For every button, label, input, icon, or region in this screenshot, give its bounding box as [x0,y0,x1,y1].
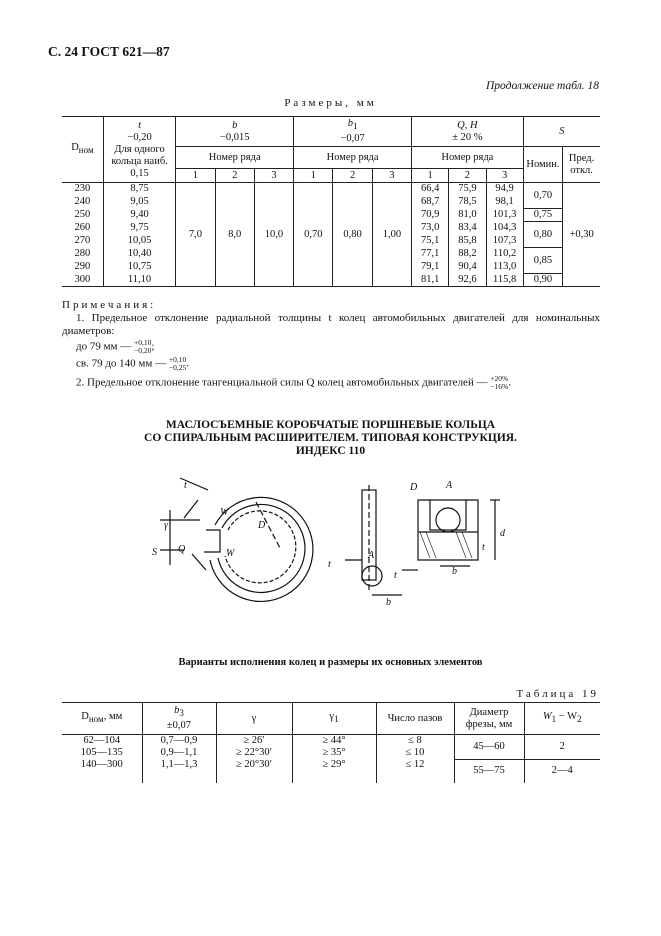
label-a1: A [368,550,375,561]
note-1a: до 79 мм — +0,10 −0,20; [76,338,155,355]
table-cell: 0,75 [523,209,562,222]
label-t: t [328,559,331,570]
label-w2: W [220,507,229,518]
table-cell: 68,7 [412,196,449,209]
row-number-cell: 1 [176,169,215,183]
table-cell: 10,05 [103,235,175,248]
table-cell: 8,0 [215,183,254,287]
table-cell: 85,8 [449,235,486,248]
table-cell: 101,3 [486,209,523,222]
table-cell: 10,0 [254,183,293,287]
col-b: b −0,015 [176,117,294,147]
r19-n-0: ≤ 8 [376,735,454,748]
table-cell: 73,0 [412,222,449,235]
s-nom-head: Номин. [523,147,562,183]
table-cell: 81,1 [412,274,449,287]
continuation-label: Продолжение табл. 18 [486,80,599,92]
section-title-3: ИНДЕКС 110 [295,445,366,457]
table-cell: 107,3 [486,235,523,248]
row-number-cell: 1 [294,169,333,183]
table-cell: 9,75 [103,222,175,235]
table-cell: 9,05 [103,196,175,209]
r19-b3-1: 0,9—1,1 [142,747,216,759]
h19-f: Диаметр фрезы, мм [454,703,524,735]
row-number-b1: Номер ряда [294,147,412,169]
row-number-cell: 3 [486,169,523,183]
h19-w: $W_1 - W_2$ [524,703,600,735]
table-cell: 113,0 [486,261,523,274]
units-caption: Размеры, мм [284,97,377,109]
table-cell: +0,30 [563,183,600,287]
page-header: С. 24 ГОСТ 621—87 [48,44,170,59]
table-cell: 11,10 [103,274,175,287]
h19-b3: $b_3$ ±0,07 [142,703,216,735]
table-cell: 250 [74,209,91,220]
r19-b3-0: 0,7—0,9 [142,735,216,748]
table-cell: 90,4 [449,261,486,274]
table-cell: 300 [74,273,91,285]
table-cell: 92,6 [449,274,486,287]
col-s: S [523,117,600,147]
row-number-cell: 1 [412,169,449,183]
table-cell: 75,9 [449,183,486,196]
row-number-b: Номер ряда [176,147,294,169]
table-cell: 0,80 [523,222,562,248]
r19-d-1: 105—135 [80,747,123,758]
table-cell: 0,80 [333,183,372,287]
r19-g-2: ≥ 20°30′ [216,759,292,783]
table-cell: 260 [74,222,91,233]
table-19 [62,702,600,783]
table-cell: 0,70 [523,183,562,209]
table-cell: 75,1 [412,235,449,248]
label-a2: A [446,480,453,491]
r19-b3-2: 1,1—1,3 [142,759,216,783]
table-cell: 0,90 [523,274,562,287]
label-t3: t [394,570,397,581]
section-title-2: СО СПИРАЛЬНЫМ РАСШИРИТЕЛЕМ. ТИПОВАЯ КОНСТРУКЦИЯ. [144,432,517,444]
r19-w-1: 2—4 [524,759,600,783]
r19-n-2: ≤ 12 [376,759,454,783]
s-pred-head: Пред. откл. [563,147,600,183]
h19-g1: $\gamma_1$ [292,703,376,735]
table-cell: 78,5 [449,196,486,209]
row-number-cell: 3 [372,169,411,183]
h19-d: $D_{ном}$, мм [81,711,123,725]
table-cell: 290 [74,261,91,272]
table-cell: 77,1 [412,248,449,261]
table-cell: 7,0 [176,183,215,287]
table-cell: 270 [74,235,91,246]
label-gamma: γ [164,520,168,531]
notes-title: Примечания: [62,299,157,311]
table-row [62,183,600,196]
label-t2: t [482,542,485,553]
label-w1: W [226,548,235,559]
note-1: 1. Предельное отклонение радиальной толщины t колец автомобильных двигателей для номинальных диаметров: [62,312,600,337]
note-1b: св. 79 до 140 мм — +0,10 −0,25. [76,355,189,372]
col-t: t −0,20 Для одного кольца наиб. 0,15 [103,117,175,183]
col-b1: $b_1$ −0,07 [294,117,412,147]
table-cell: 110,2 [486,248,523,261]
label-d: D [258,520,266,531]
r19-d-0: 62—104 [83,735,121,746]
table-cell: 9,40 [103,209,175,222]
label-d1: D [410,482,418,493]
r19-g-1: ≥ 22°30′ [216,747,292,759]
table-cell: 1,00 [372,183,411,287]
label-b: b [386,597,391,608]
r19-g-0: ≥ 26′ [216,735,292,748]
table-cell: 81,0 [449,209,486,222]
table-cell: 88,2 [449,248,486,261]
table-cell: 10,40 [103,248,175,261]
table-cell: 8,75 [103,183,175,196]
row-number-cell: 2 [449,169,486,183]
r19-f-0: 45—60 [454,735,524,760]
table-cell: 66,4 [412,183,449,196]
table-cell: 83,4 [449,222,486,235]
row-number-cell: 2 [215,169,254,183]
r19-d-2: 140—300 [80,759,123,770]
table-cell: 0,85 [523,248,562,274]
r19-g1-1: ≥ 35° [292,747,376,759]
table-cell: 10,75 [103,261,175,274]
table-cell: 70,9 [412,209,449,222]
section-title-1: МАСЛОСЪЕМНЫЕ КОРОБЧАТЫЕ ПОРШНЕВЫЕ КОЛЬЦА [165,419,496,431]
col-d-nom: $D_{ном}$ [62,117,103,183]
table-cell: 94,9 [486,183,523,196]
table-cell: 104,3 [486,222,523,235]
row-number-cell: 3 [254,169,293,183]
table-cell: 79,1 [412,261,449,274]
row-number-q: Номер ряда [412,147,524,169]
technical-drawing [140,470,540,610]
h19-g: γ [216,703,292,735]
r19-n-1: ≤ 10 [376,747,454,759]
note-2: 2. Предельное отклонение тангенциальной силы Q колец автомобильных двигателей — +20% −16%. [76,374,512,391]
table-cell: 98,1 [486,196,523,209]
label-s: S [152,547,157,558]
table-cell: 230 [74,183,91,195]
table-cell: 115,8 [486,274,523,287]
label-t1: t [184,480,187,491]
label-d-section: d [500,528,505,539]
label-q: Q [178,544,186,555]
col-q: Q, Н ± 20 % [412,117,524,147]
table-18 [62,116,600,287]
row-number-cell: 2 [333,169,372,183]
r19-w-0: 2 [524,735,600,760]
table-cell: 240 [74,196,91,207]
table-19-caption: Таблица 19 [516,688,599,700]
r19-f-1: 55—75 [454,759,524,783]
subtitle: Варианты исполнения колец и размеры их основных элементов [178,657,483,668]
table-cell: 280 [74,248,91,259]
r19-g1-0: ≥ 44° [292,735,376,748]
label-b2: b [452,566,457,577]
table-cell: 0,70 [294,183,333,287]
r19-g1-2: ≥ 29° [292,759,376,783]
h19-n: Число пазов [376,703,454,735]
